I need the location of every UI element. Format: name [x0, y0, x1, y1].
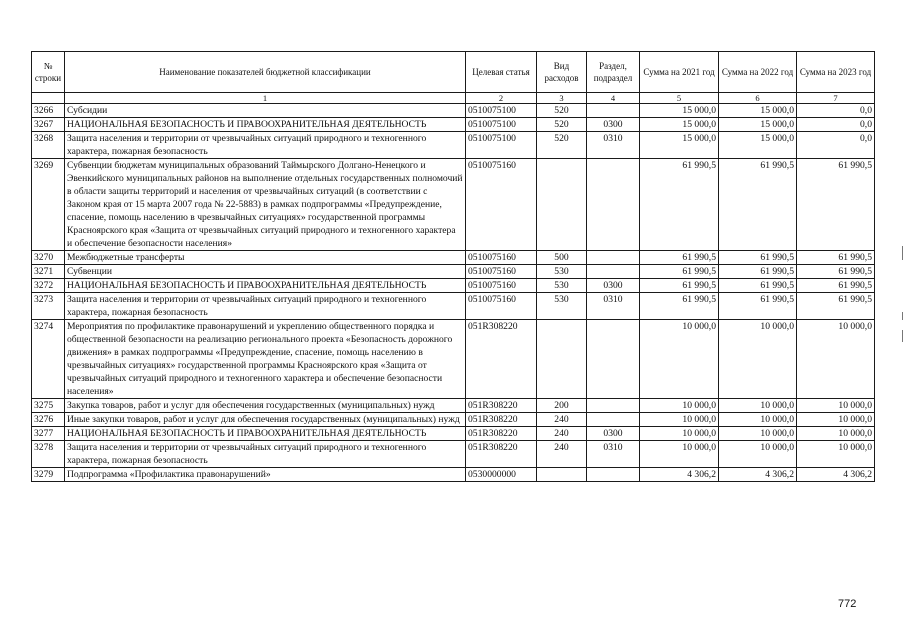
- indicator-name: Защита населения и территории от чрезвычайных ситуаций природного и техногенного характера, пожарная безопасность: [65, 293, 466, 320]
- table-row: [32, 320, 875, 399]
- target-article: 0510075160: [466, 265, 537, 279]
- target-article: 0510075160: [466, 251, 537, 265]
- row-number: 3271: [32, 265, 65, 279]
- expense-kind: 520: [537, 118, 587, 132]
- section-code: [587, 413, 640, 427]
- amount-2023: 10 000,0: [797, 413, 875, 427]
- amount-2021: 10 000,0: [640, 427, 719, 441]
- expense-kind: 240: [537, 441, 587, 468]
- amount-2023: 10 000,0: [797, 441, 875, 468]
- column-number: 3: [537, 93, 587, 104]
- table-row: [32, 132, 875, 159]
- indicator-name: Закупка товаров, работ и услуг для обеспечения государственных (муниципальных) нужд: [65, 399, 466, 413]
- table-row: [32, 413, 875, 427]
- target-article: 0510075160: [466, 279, 537, 293]
- indicator-name: Субсидии: [65, 104, 466, 118]
- indicator-name: Защита населения и территории от чрезвычайных ситуаций природного и техногенного характера, пожарная безопасность: [65, 441, 466, 468]
- row-number: 3276: [32, 413, 65, 427]
- expense-kind: 200: [537, 399, 587, 413]
- section-code: [587, 265, 640, 279]
- page-number: 772: [838, 598, 857, 610]
- amount-2023: 61 990,5: [797, 279, 875, 293]
- amount-2023: 61 990,5: [797, 265, 875, 279]
- column-number: 6: [719, 93, 797, 104]
- amount-2023: 0,0: [797, 104, 875, 118]
- table-header: [32, 52, 875, 93]
- header-expense-kind: Вид расходов: [537, 52, 587, 93]
- indicator-name: НАЦИОНАЛЬНАЯ БЕЗОПАСНОСТЬ И ПРАВООХРАНИТЕЛЬНАЯ ДЕЯТЕЛЬНОСТЬ: [65, 118, 466, 132]
- amount-2023: 10 000,0: [797, 320, 875, 399]
- table-row: [32, 251, 875, 265]
- section-code: [587, 251, 640, 265]
- amount-2021: 61 990,5: [640, 293, 719, 320]
- section-code: 0300: [587, 427, 640, 441]
- section-code: 0300: [587, 118, 640, 132]
- section-code: 0310: [587, 293, 640, 320]
- header-row-number: № строки: [32, 52, 65, 93]
- amount-2021: 15 000,0: [640, 104, 719, 118]
- section-code: [587, 159, 640, 251]
- expense-kind: 520: [537, 132, 587, 159]
- scan-edge-mark: [902, 312, 903, 320]
- target-article: 051R308220: [466, 427, 537, 441]
- target-article: 0510075160: [466, 293, 537, 320]
- scan-edge-mark: [902, 246, 903, 260]
- column-number: 2: [466, 93, 537, 104]
- indicator-name: Мероприятия по профилактике правонарушений и укреплению общественного порядка и общественной безопасности на реализацию регионального проекта «Безопасность дорожного движения» в рамках подпрограммы «Предупреждение, спасение, помощь населению в чрезвычайных ситуациях» государственной программы Красноярского края «Защита от чрезвычайных ситуаций природного и техногенного характера и обеспечение безопасности населения»: [65, 320, 466, 399]
- row-number: 3278: [32, 441, 65, 468]
- amount-2022: 4 306,2: [719, 468, 797, 482]
- row-number: 3273: [32, 293, 65, 320]
- section-code: [587, 104, 640, 118]
- amount-2021: 4 306,2: [640, 468, 719, 482]
- row-number: 3275: [32, 399, 65, 413]
- table-row: [32, 468, 875, 482]
- header-amount-2022: Сумма на 2022 год: [719, 52, 797, 93]
- header-indicator-name: Наименование показателей бюджетной классификации: [65, 52, 466, 93]
- table-row: [32, 279, 875, 293]
- amount-2021: 10 000,0: [640, 320, 719, 399]
- table-body: [32, 93, 875, 482]
- amount-2022: 10 000,0: [719, 399, 797, 413]
- amount-2021: 61 990,5: [640, 159, 719, 251]
- table-row: [32, 159, 875, 251]
- row-number: 3270: [32, 251, 65, 265]
- expense-kind: [537, 159, 587, 251]
- amount-2022: 61 990,5: [719, 265, 797, 279]
- amount-2021: 10 000,0: [640, 413, 719, 427]
- column-number: 7: [797, 93, 875, 104]
- amount-2022: 61 990,5: [719, 251, 797, 265]
- target-article: 0510075100: [466, 132, 537, 159]
- amount-2021: 61 990,5: [640, 251, 719, 265]
- amount-2022: 10 000,0: [719, 441, 797, 468]
- amount-2022: 10 000,0: [719, 427, 797, 441]
- amount-2023: 0,0: [797, 132, 875, 159]
- amount-2023: 61 990,5: [797, 293, 875, 320]
- amount-2022: 61 990,5: [719, 279, 797, 293]
- indicator-name: Подпрограмма «Профилактика правонарушений»: [65, 468, 466, 482]
- amount-2021: 10 000,0: [640, 399, 719, 413]
- section-code: 0310: [587, 441, 640, 468]
- table-row: [32, 293, 875, 320]
- amount-2021: 15 000,0: [640, 132, 719, 159]
- amount-2022: 15 000,0: [719, 118, 797, 132]
- table-row: [32, 118, 875, 132]
- column-number: [32, 93, 65, 104]
- section-code: [587, 468, 640, 482]
- target-article: 051R308220: [466, 399, 537, 413]
- table-row: [32, 399, 875, 413]
- target-article: 0510075100: [466, 104, 537, 118]
- row-number: 3269: [32, 159, 65, 251]
- amount-2022: 61 990,5: [719, 159, 797, 251]
- table-row: [32, 441, 875, 468]
- indicator-name: Субвенции бюджетам муниципальных образований Таймырского Долгано-Ненецкого и Эвенкийского муниципальных районов на выполнение отдельных государственных полномочий в области защиты территорий и населения от чрезвычайных ситуаций (в соответствии с Законом края от 15 марта 2007 года № 22-5883) в рамках подпрограммы «Предупреждение, спасение, помощь населению в чрезвычайных ситуациях» государственной программы Красноярского края «Защита от чрезвычайных ситуаций природного и техногенного характера и обеспечение безопасности населения»: [65, 159, 466, 251]
- section-code: [587, 399, 640, 413]
- expense-kind: 240: [537, 413, 587, 427]
- column-number: 5: [640, 93, 719, 104]
- section-code: 0310: [587, 132, 640, 159]
- amount-2022: 10 000,0: [719, 320, 797, 399]
- section-code: 0300: [587, 279, 640, 293]
- amount-2021: 61 990,5: [640, 265, 719, 279]
- row-number: 3268: [32, 132, 65, 159]
- indicator-name: Межбюджетные трансферты: [65, 251, 466, 265]
- expense-kind: [537, 468, 587, 482]
- amount-2021: 10 000,0: [640, 441, 719, 468]
- header-target-article: Целевая статья: [466, 52, 537, 93]
- expense-kind: 240: [537, 427, 587, 441]
- amount-2022: 61 990,5: [719, 293, 797, 320]
- column-numbers-row: [32, 93, 875, 104]
- indicator-name: НАЦИОНАЛЬНАЯ БЕЗОПАСНОСТЬ И ПРАВООХРАНИТЕЛЬНАЯ ДЕЯТЕЛЬНОСТЬ: [65, 279, 466, 293]
- row-number: 3274: [32, 320, 65, 399]
- row-number: 3267: [32, 118, 65, 132]
- amount-2023: 61 990,5: [797, 159, 875, 251]
- amount-2023: 0,0: [797, 118, 875, 132]
- indicator-name: НАЦИОНАЛЬНАЯ БЕЗОПАСНОСТЬ И ПРАВООХРАНИТЕЛЬНАЯ ДЕЯТЕЛЬНОСТЬ: [65, 427, 466, 441]
- table-row: [32, 104, 875, 118]
- amount-2022: 10 000,0: [719, 413, 797, 427]
- header-section: Раздел, подраздел: [587, 52, 640, 93]
- amount-2021: 61 990,5: [640, 279, 719, 293]
- indicator-name: Субвенции: [65, 265, 466, 279]
- row-number: 3266: [32, 104, 65, 118]
- expense-kind: 520: [537, 104, 587, 118]
- amount-2022: 15 000,0: [719, 104, 797, 118]
- budget-table: [31, 51, 875, 482]
- amount-2023: 61 990,5: [797, 251, 875, 265]
- expense-kind: [537, 320, 587, 399]
- column-number: 4: [587, 93, 640, 104]
- amount-2023: 10 000,0: [797, 399, 875, 413]
- row-number: 3272: [32, 279, 65, 293]
- amount-2021: 15 000,0: [640, 118, 719, 132]
- expense-kind: 530: [537, 265, 587, 279]
- target-article: 051R308220: [466, 413, 537, 427]
- row-number: 3277: [32, 427, 65, 441]
- amount-2022: 15 000,0: [719, 132, 797, 159]
- table-row: [32, 427, 875, 441]
- scan-edge-mark: [902, 330, 903, 342]
- table-row: [32, 265, 875, 279]
- row-number: 3279: [32, 468, 65, 482]
- header-amount-2023: Сумма на 2023 год: [797, 52, 875, 93]
- target-article: 0530000000: [466, 468, 537, 482]
- target-article: 0510075160: [466, 159, 537, 251]
- column-number: 1: [65, 93, 466, 104]
- section-code: [587, 320, 640, 399]
- target-article: 0510075100: [466, 118, 537, 132]
- expense-kind: 530: [537, 279, 587, 293]
- indicator-name: Иные закупки товаров, работ и услуг для обеспечения государственных (муниципальных) нужд: [65, 413, 466, 427]
- header-amount-2021: Сумма на 2021 год: [640, 52, 719, 93]
- amount-2023: 4 306,2: [797, 468, 875, 482]
- target-article: 051R308220: [466, 320, 537, 399]
- expense-kind: 530: [537, 293, 587, 320]
- amount-2023: 10 000,0: [797, 427, 875, 441]
- expense-kind: 500: [537, 251, 587, 265]
- target-article: 051R308220: [466, 441, 537, 468]
- indicator-name: Защита населения и территории от чрезвычайных ситуаций природного и техногенного характера, пожарная безопасность: [65, 132, 466, 159]
